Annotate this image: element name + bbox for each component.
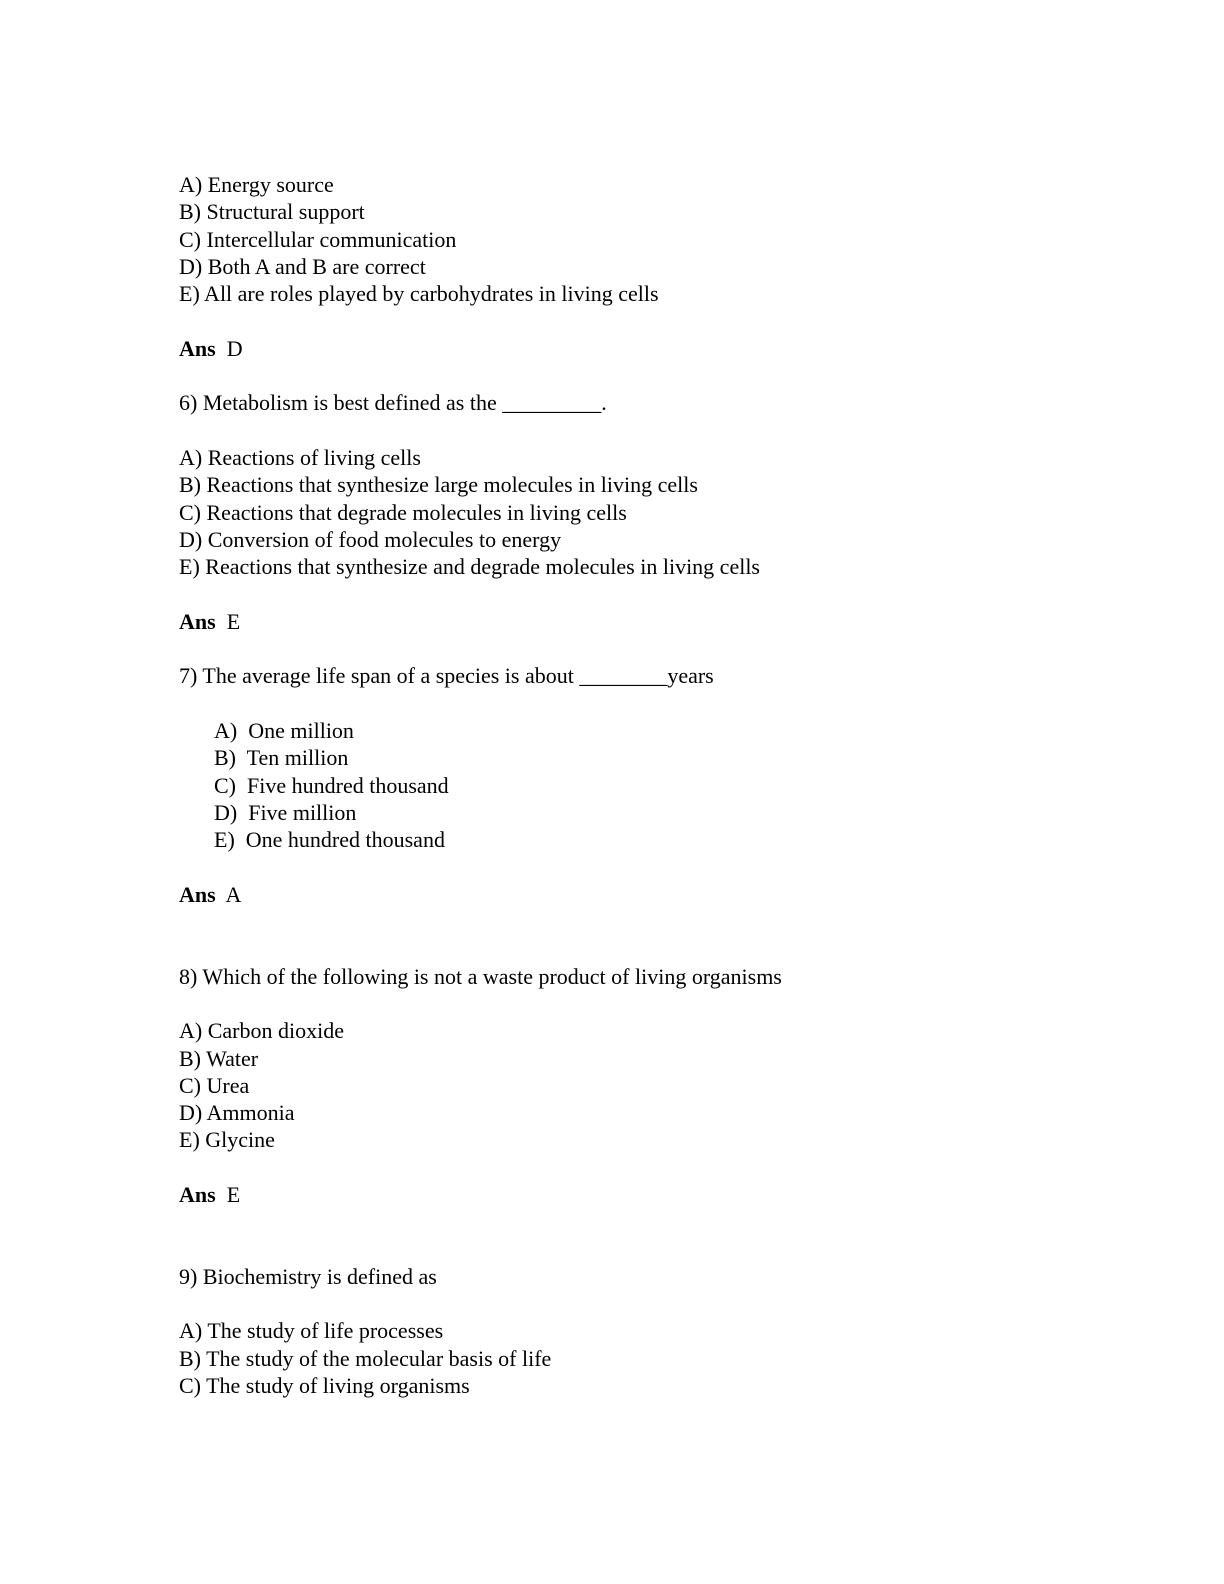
question-8-options bbox=[179, 1017, 1079, 1153]
option-7e: E) One hundred thousand bbox=[214, 827, 445, 853]
option-9b: B) The study of the molecular basis of life bbox=[179, 1345, 552, 1371]
question-6-options bbox=[179, 444, 1079, 580]
option-7d: D) Five million bbox=[214, 799, 357, 825]
answer-value: D bbox=[226, 335, 243, 361]
option-6c: C) Reactions that degrade molecules in living cells bbox=[179, 499, 627, 525]
option-8c: C) Urea bbox=[179, 1072, 250, 1098]
answer-label: Ans bbox=[179, 1181, 216, 1207]
option-9c: C) The study of living organisms bbox=[179, 1373, 470, 1399]
option-5a: A) Energy source bbox=[179, 172, 334, 197]
question-5-options bbox=[179, 171, 1079, 307]
question-8: 8) Which of the following is not a waste product of living organisms bbox=[179, 963, 782, 989]
answer-5 bbox=[179, 335, 1079, 362]
option-8e: E) Glycine bbox=[179, 1127, 275, 1153]
answer-6 bbox=[179, 608, 1079, 635]
option-6a: A) Reactions of living cells bbox=[179, 444, 421, 470]
document-page bbox=[179, 171, 1079, 1399]
answer-7 bbox=[179, 881, 1079, 908]
answer-label: Ans bbox=[179, 881, 216, 907]
answer-value: A bbox=[225, 881, 242, 907]
option-7b: B) Ten million bbox=[214, 745, 349, 771]
answer-label: Ans bbox=[179, 608, 216, 634]
option-8d: D) Ammonia bbox=[179, 1100, 295, 1126]
option-8a: A) Carbon dioxide bbox=[179, 1018, 344, 1044]
option-6e: E) Reactions that synthesize and degrade molecules in living cells bbox=[179, 554, 760, 580]
answer-value: E bbox=[226, 1181, 241, 1207]
question-9: 9) Biochemistry is defined as bbox=[179, 1263, 437, 1289]
option-7c: C) Five hundred thousand bbox=[214, 772, 449, 798]
option-5d: D) Both A and B are correct bbox=[179, 253, 426, 279]
option-7a: A) One million bbox=[214, 717, 354, 743]
option-5e: E) All are roles played by carbohydrates in living cells bbox=[179, 281, 659, 307]
question-9-options bbox=[179, 1317, 1079, 1399]
option-9a: A) The study of life processes bbox=[179, 1318, 444, 1344]
option-5c: C) Intercellular communication bbox=[179, 226, 457, 252]
question-6: 6) Metabolism is best defined as the _________. bbox=[179, 390, 607, 416]
answer-label: Ans bbox=[179, 335, 216, 361]
question-7-options bbox=[179, 717, 1079, 853]
option-6b: B) Reactions that synthesize large molecules in living cells bbox=[179, 472, 698, 498]
answer-value: E bbox=[226, 608, 241, 634]
option-8b: B) Water bbox=[179, 1045, 259, 1071]
answer-8 bbox=[179, 1181, 1079, 1208]
option-5b: B) Structural support bbox=[179, 199, 365, 225]
option-6d: D) Conversion of food molecules to energy bbox=[179, 526, 562, 552]
question-7: 7) The average life span of a species is about ________years bbox=[179, 663, 714, 689]
